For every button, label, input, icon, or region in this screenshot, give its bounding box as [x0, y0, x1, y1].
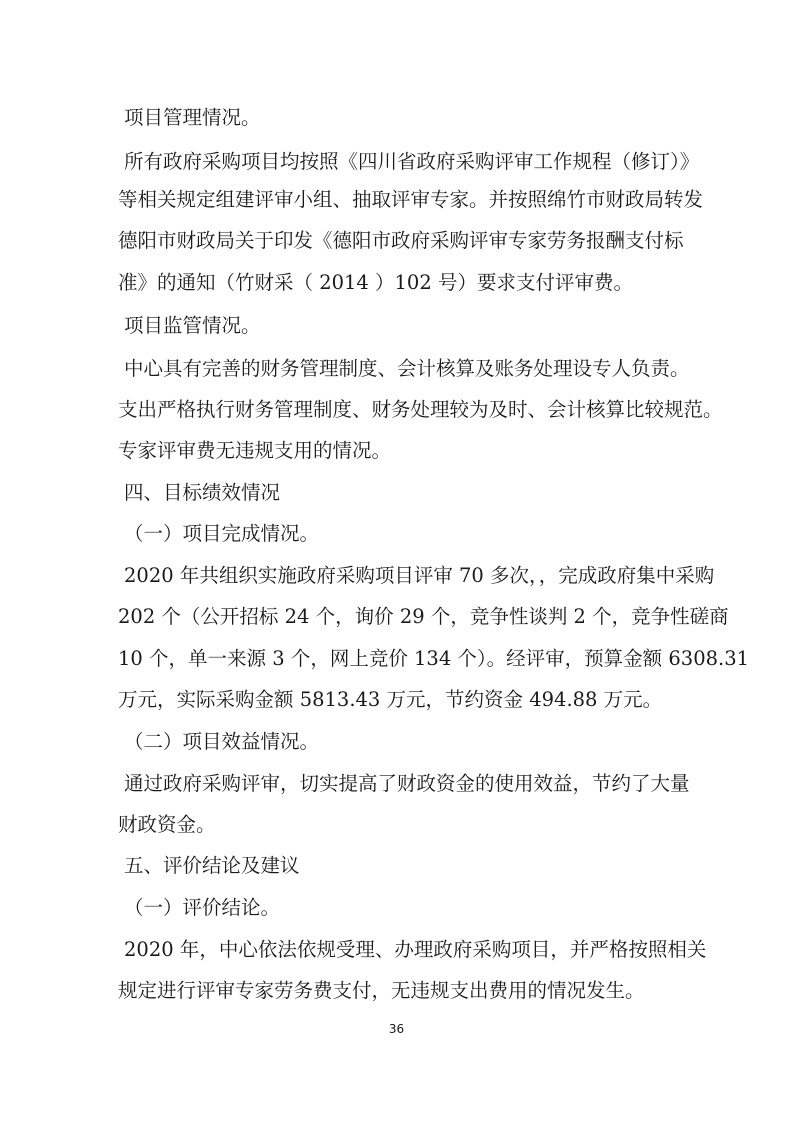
text-line: 德阳市财政局关于印发《德阳市政府采购评审专家劳务报酬支付标 — [118, 229, 684, 252]
page-number: 36 — [388, 1022, 405, 1036]
text-line: 等相关规定组建评审小组、抽取评审专家。并按照绵竹市财政局转发 — [118, 188, 704, 211]
subsection-heading: （二）项目效益情况。 — [124, 730, 320, 753]
text-line: 万元，实际采购金额 5813.43 万元，节约资金 494.88 万元。 — [118, 688, 663, 711]
text-line: 规定进行评审专家劳务费支付，无违规支出费用的情况发生。 — [118, 979, 645, 1002]
text-line: 财政资金。 — [118, 813, 216, 836]
section-heading: 四、目标绩效情况 — [124, 481, 281, 504]
text-line: 2020 年，中心依法依规受理、办理政府采购项目，并严格按照相关 — [124, 938, 707, 961]
text-line: 202 个（公开招标 24 个，询价 29 个，竞争性谈判 2 个，竞争性磋商 — [118, 605, 729, 628]
text-line: 专家评审费无违规支用的情况。 — [118, 439, 392, 462]
text-line: 准》的通知（竹财采（ 2014 ）102 号）要求支付评审费。 — [118, 271, 633, 294]
text-line: 项目监管情况。 — [124, 314, 261, 337]
text-line: 10 个，单一来源 3 个，网上竞价 134 个）。经评审，预算金额 6308.31 — [118, 647, 750, 670]
text-line: 支出严格执行财务管理制度、财务处理较为及时、会计核算比较规范。 — [118, 398, 723, 421]
section-heading: 五、评价结论及建议 — [124, 854, 300, 877]
text-line: 通过政府采购评审，切实提高了财政资金的使用效益，节约了大量 — [124, 772, 690, 795]
text-line: 中心具有完善的财务管理制度、会计核算及账务处理设专人负责。 — [124, 357, 690, 380]
text-line: 所有政府采购项目均按照《四川省政府采购评审工作规程（修订）》 — [124, 150, 700, 173]
subsection-heading: （一）评价结论。 — [124, 896, 281, 919]
subsection-heading: （一）项目完成情况。 — [124, 522, 320, 545]
text-line: 项目管理情况。 — [124, 106, 261, 129]
text-line: 2020 年共组织实施政府采购项目评审 70 多次，，完成政府集中采购 — [124, 564, 715, 587]
